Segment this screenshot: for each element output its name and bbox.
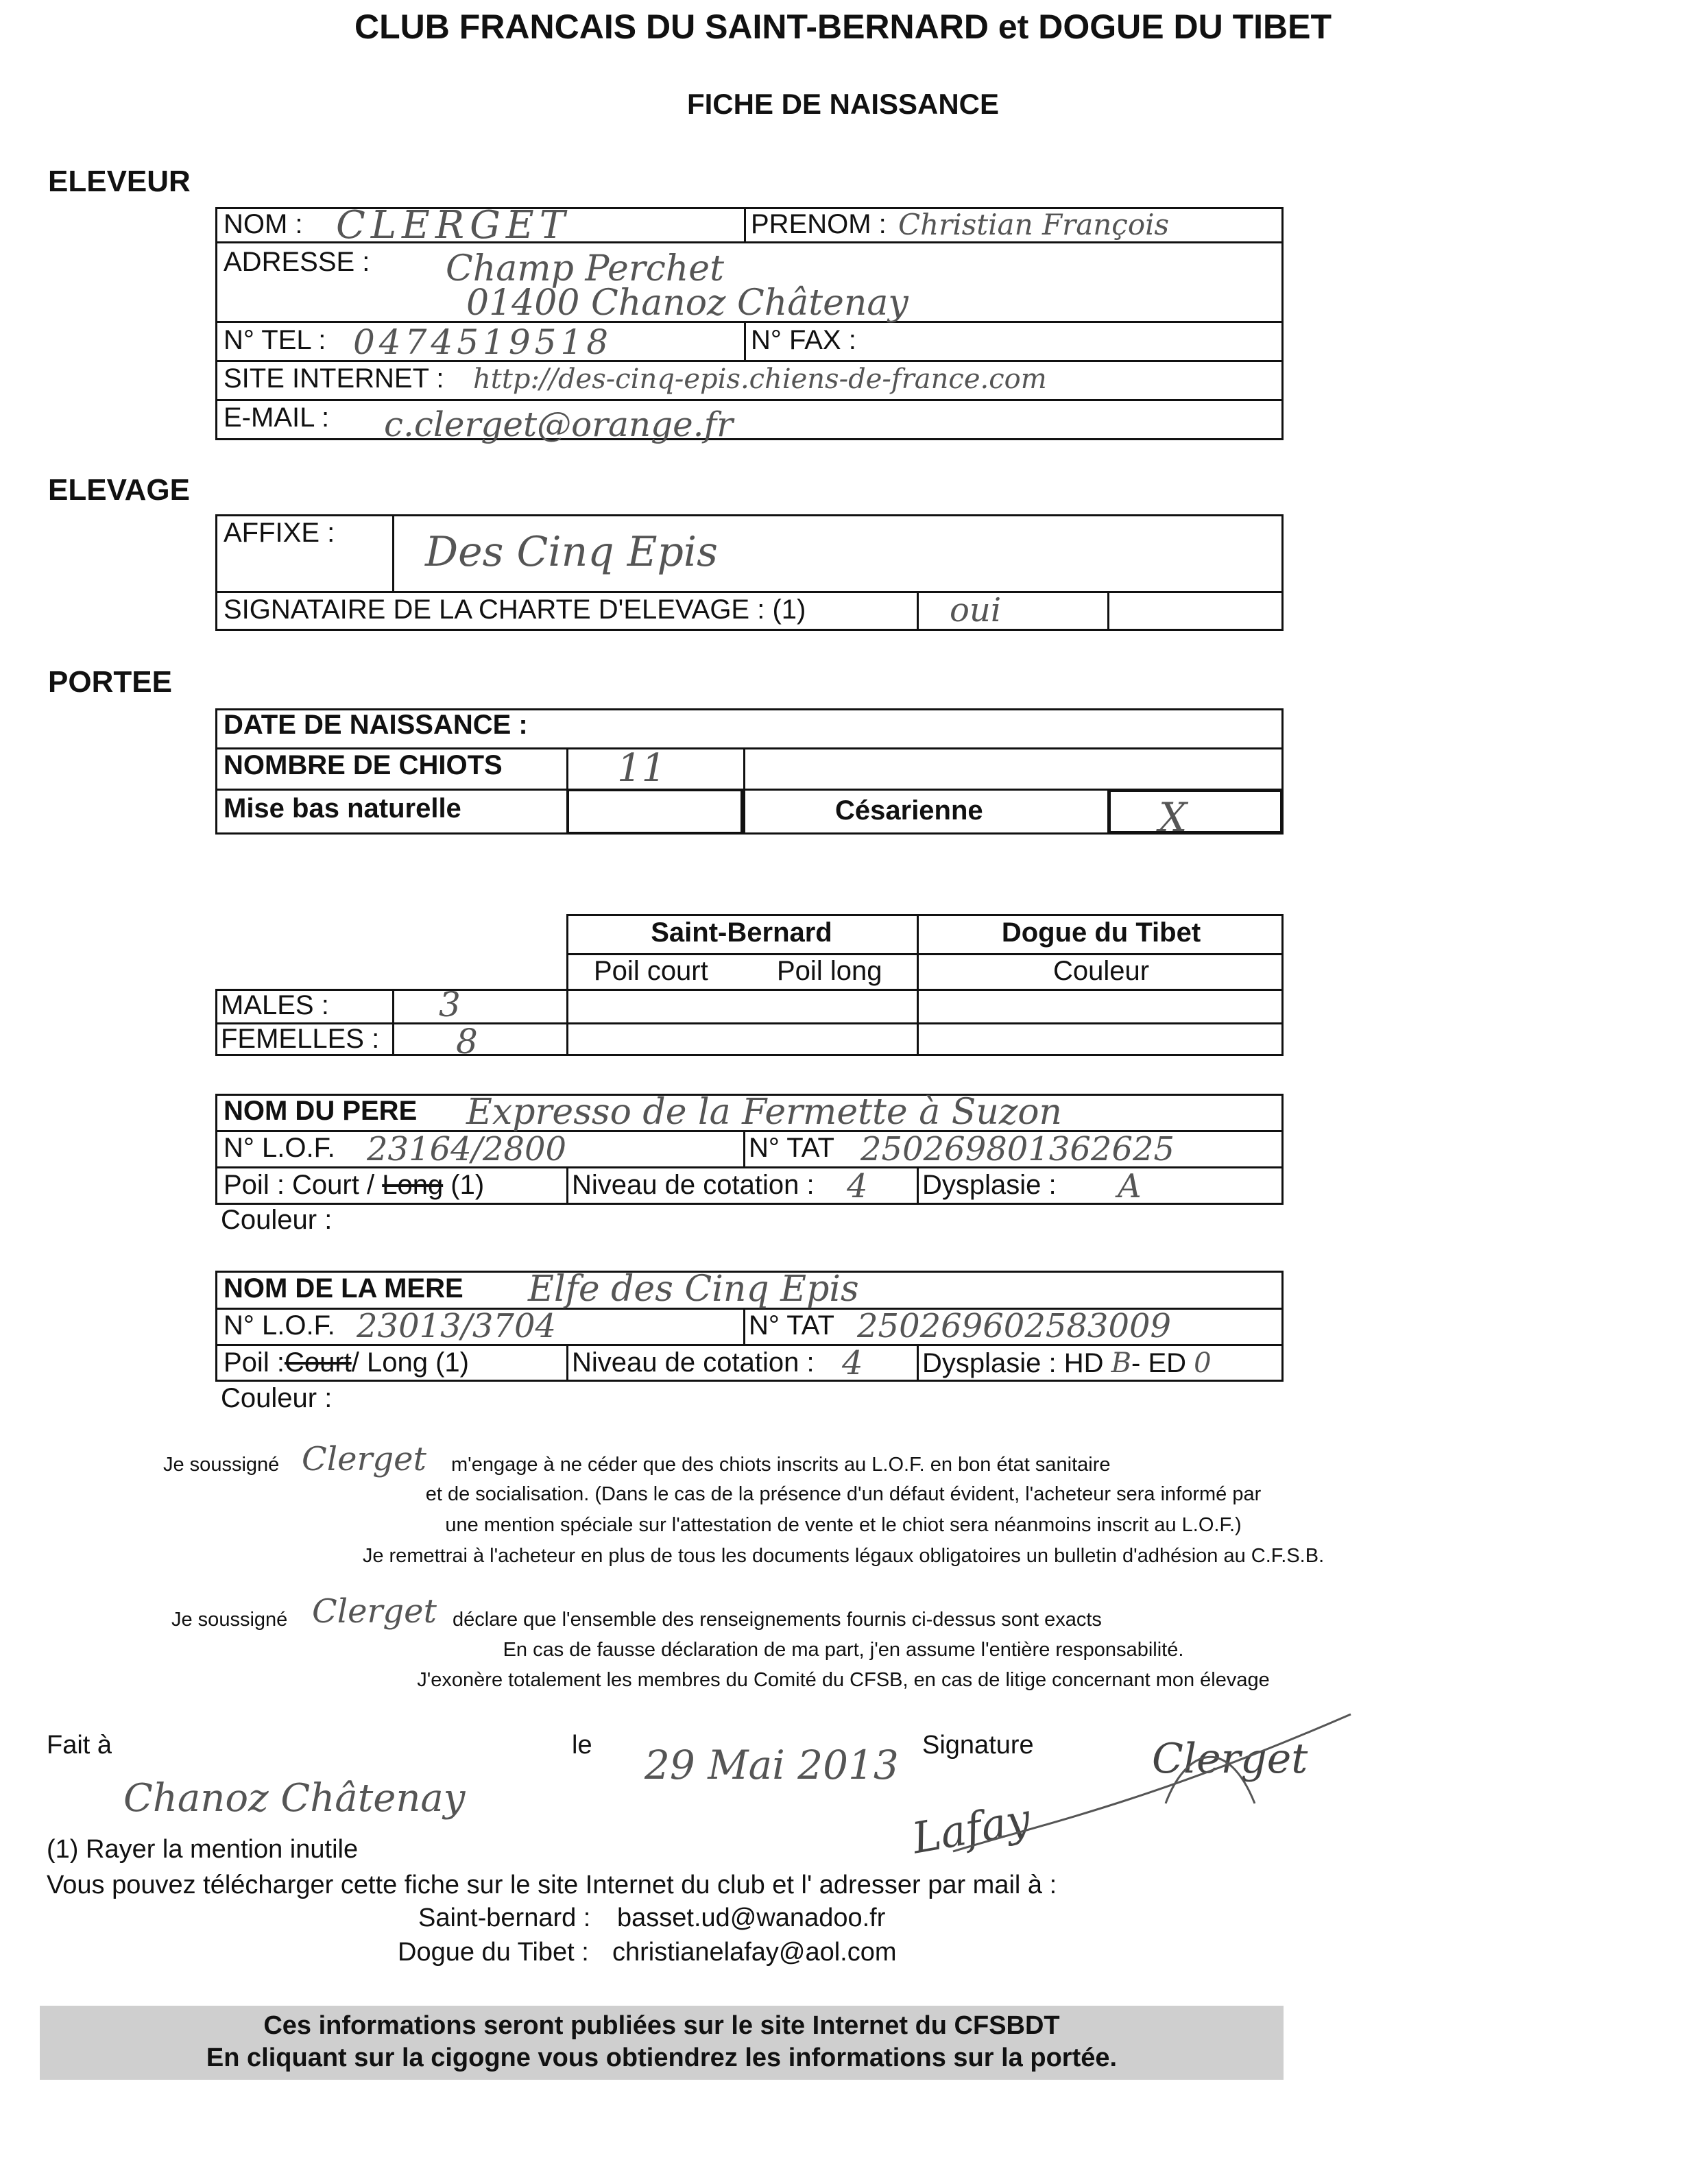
mere-couleur-label: Couleur : — [221, 1383, 333, 1413]
pere-cotation-value: 4 — [847, 1167, 868, 1205]
mere-dysplasie-ed-label: - ED — [1131, 1348, 1187, 1378]
engagement-line4: Je remettrai à l'acheteur en plus de tous les documents légaux obligatoires un bulletin d'adhésion au C.F.S.B. — [362, 1545, 1325, 1567]
fait-a-value: Chanoz Châtenay — [123, 1776, 466, 1821]
pere-dysplasie-label: Dysplasie : — [922, 1170, 1057, 1200]
banner-line2: En cliquant sur la cigogne vous obtiendrez les informations sur la portée. — [206, 2043, 1118, 2072]
femelles-label: FEMELLES : — [221, 1024, 380, 1054]
charte-label: SIGNATAIRE DE LA CHARTE D'ELEVAGE : (1) — [224, 595, 806, 625]
engagement-line2: et de socialisation. (Dans le cas de la présence d'un défaut évident, l'acheteur sera informé par — [425, 1483, 1262, 1505]
sb-email-link[interactable]: basset.ud@wanadoo.fr — [617, 1904, 886, 1932]
pere-lof-value: 23164/2800 — [367, 1130, 567, 1168]
mere-tat-value: 250269602583009 — [857, 1307, 1172, 1345]
nom-value: CLERGET — [336, 203, 571, 248]
form-title: CLUB FRANCAIS DU SAINT-BERNARD et DOGUE DU TIBET — [354, 8, 1332, 46]
mere-poil-c: / Long (1) — [351, 1347, 469, 1378]
declaration-signature: Clerget — [312, 1592, 437, 1631]
adresse-line1: Champ Perchet — [446, 248, 724, 289]
dogue-tibet-header: Dogue du Tibet — [1001, 917, 1201, 948]
declaration-line2: En cas de fausse déclaration de ma part, j'en assume l'entière responsabilité. — [503, 1639, 1184, 1661]
nom-label: NOM : — [224, 209, 303, 239]
tel-label: N° TEL : — [224, 325, 326, 355]
pere-tat-value: 250269801362625 — [860, 1130, 1175, 1168]
date-naissance-label: DATE DE NAISSANCE : — [224, 710, 528, 740]
sb-email-label: Saint-bernard : — [418, 1904, 591, 1932]
pere-poil-a: Poil : Court / — [224, 1170, 383, 1200]
email-value: c.clerget@orange.fr — [384, 405, 733, 444]
femelles-value: 8 — [456, 1022, 478, 1061]
info-banner — [40, 2006, 1284, 2080]
tel-value: 0474519518 — [353, 322, 613, 362]
declaration-line-b: déclare que l'ensemble des renseignements fournis ci-dessus sont exacts — [453, 1609, 1102, 1631]
couleur-header: Couleur — [1052, 956, 1150, 986]
mere-tat-label: N° TAT — [749, 1310, 834, 1341]
dt-email-label: Dogue du Tibet : — [398, 1938, 589, 1967]
nombre-chiots-value: 11 — [617, 746, 666, 791]
pere-cotation-label: Niveau de cotation : — [572, 1170, 815, 1200]
elevage-heading: ELEVAGE — [48, 473, 191, 507]
mere-poil-court-struck: Court — [284, 1347, 352, 1378]
eleveur-heading: ELEVEUR — [48, 165, 191, 198]
date-value: 29 Mai 2013 — [645, 1742, 899, 1788]
adresse-label: ADRESSE : — [224, 247, 370, 277]
pere-lof-label: N° L.O.F. — [224, 1133, 335, 1163]
mere-dysplasie-ed: 0 — [1194, 1347, 1212, 1379]
pere-nom-label: NOM DU PERE — [224, 1096, 418, 1126]
prenom-value: Christian François — [898, 208, 1170, 241]
nombre-chiots-label: NOMBRE DE CHIOTS — [224, 750, 503, 780]
pere-poil-long-struck: Long — [382, 1170, 444, 1200]
rayer-note: (1) Rayer la mention inutile — [47, 1835, 359, 1864]
signature-lafay: Lafay — [908, 1793, 1035, 1864]
pere-couleur-label: Couleur : — [221, 1205, 333, 1235]
declaration-line3: J'exonère totalement les membres du Comité du CFSB, en cas de litige concernant mon élevage — [417, 1669, 1270, 1691]
pere-nom-value: Expresso de la Fermette à Suzon — [466, 1092, 1063, 1133]
pere-dysplasie-value: A — [1118, 1167, 1142, 1205]
charte-value: oui — [950, 591, 1002, 629]
banner-line1: Ces informations seront publiées sur le site Internet du CFSBDT — [263, 2011, 1060, 2040]
pere-tat-label: N° TAT — [749, 1133, 834, 1163]
affixe-label: AFFIXE : — [224, 518, 335, 548]
dt-email-link[interactable]: christianelafay@aol.com — [612, 1938, 897, 1967]
telecharger-note: Vous pouvez télécharger cette fiche sur le site Internet du club et l' adresser par mail à : — [47, 1871, 1057, 1899]
portee-heading: PORTEE — [48, 665, 172, 699]
mere-dysplasie-label: Dysplasie : HD — [922, 1348, 1104, 1378]
cesarienne-label: Césarienne — [835, 795, 983, 826]
engagement-signature-1: Clerget — [302, 1440, 426, 1478]
fait-a-label: Fait à — [47, 1731, 112, 1760]
site-label: SITE INTERNET : — [224, 363, 444, 394]
cesarienne-checkmark: X — [1159, 794, 1188, 841]
signature-clerget: Clerget — [1152, 1735, 1308, 1783]
date-le-label: le — [572, 1731, 592, 1760]
pere-poil-c: (1) — [443, 1170, 485, 1200]
engagement-line1-b: m'engage à ne céder que des chiots inscrits au L.O.F. en bon état sanitaire — [451, 1454, 1111, 1476]
prenom-label: PRENOM : — [751, 209, 887, 239]
affixe-value: Des Cinq Epis — [425, 528, 718, 576]
poil-long-header: Poil long — [777, 956, 882, 986]
mere-lof-value: 23013/3704 — [357, 1307, 557, 1345]
adresse-line2: 01400 Chanoz Châtenay — [466, 283, 908, 324]
mere-cotation-value: 4 — [842, 1344, 863, 1382]
signature-label: Signature — [922, 1731, 1034, 1760]
poil-court-header: Poil court — [594, 956, 708, 986]
engagement-line1-a: Je soussigné — [163, 1454, 280, 1476]
mere-dysplasie-hd: B — [1111, 1347, 1132, 1379]
fax-label: N° FAX : — [751, 325, 856, 355]
saint-bernard-header: Saint-Bernard — [651, 917, 832, 948]
mise-bas-label: Mise bas naturelle — [224, 793, 461, 824]
mere-nom-label: NOM DE LA MERE — [224, 1273, 463, 1304]
mere-poil-a: Poil : — [224, 1347, 285, 1378]
mere-lof-label: N° L.O.F. — [224, 1310, 335, 1341]
mere-nom-value: Elfe des Cinq Epis — [528, 1269, 859, 1310]
engagement-line3: une mention spéciale sur l'attestation de vente et le chiot sera néanmoins inscrit au L.O.F.) — [445, 1514, 1242, 1536]
form-subtitle: FICHE DE NAISSANCE — [686, 88, 1000, 120]
email-label: E-MAIL : — [224, 403, 330, 433]
males-label: MALES : — [221, 990, 329, 1020]
declaration-line-a: Je soussigné — [171, 1609, 288, 1631]
mere-cotation-label: Niveau de cotation : — [572, 1347, 815, 1378]
males-value: 3 — [439, 985, 461, 1024]
site-value: http://des-cinq-epis.chiens-de-france.com — [473, 363, 1047, 395]
